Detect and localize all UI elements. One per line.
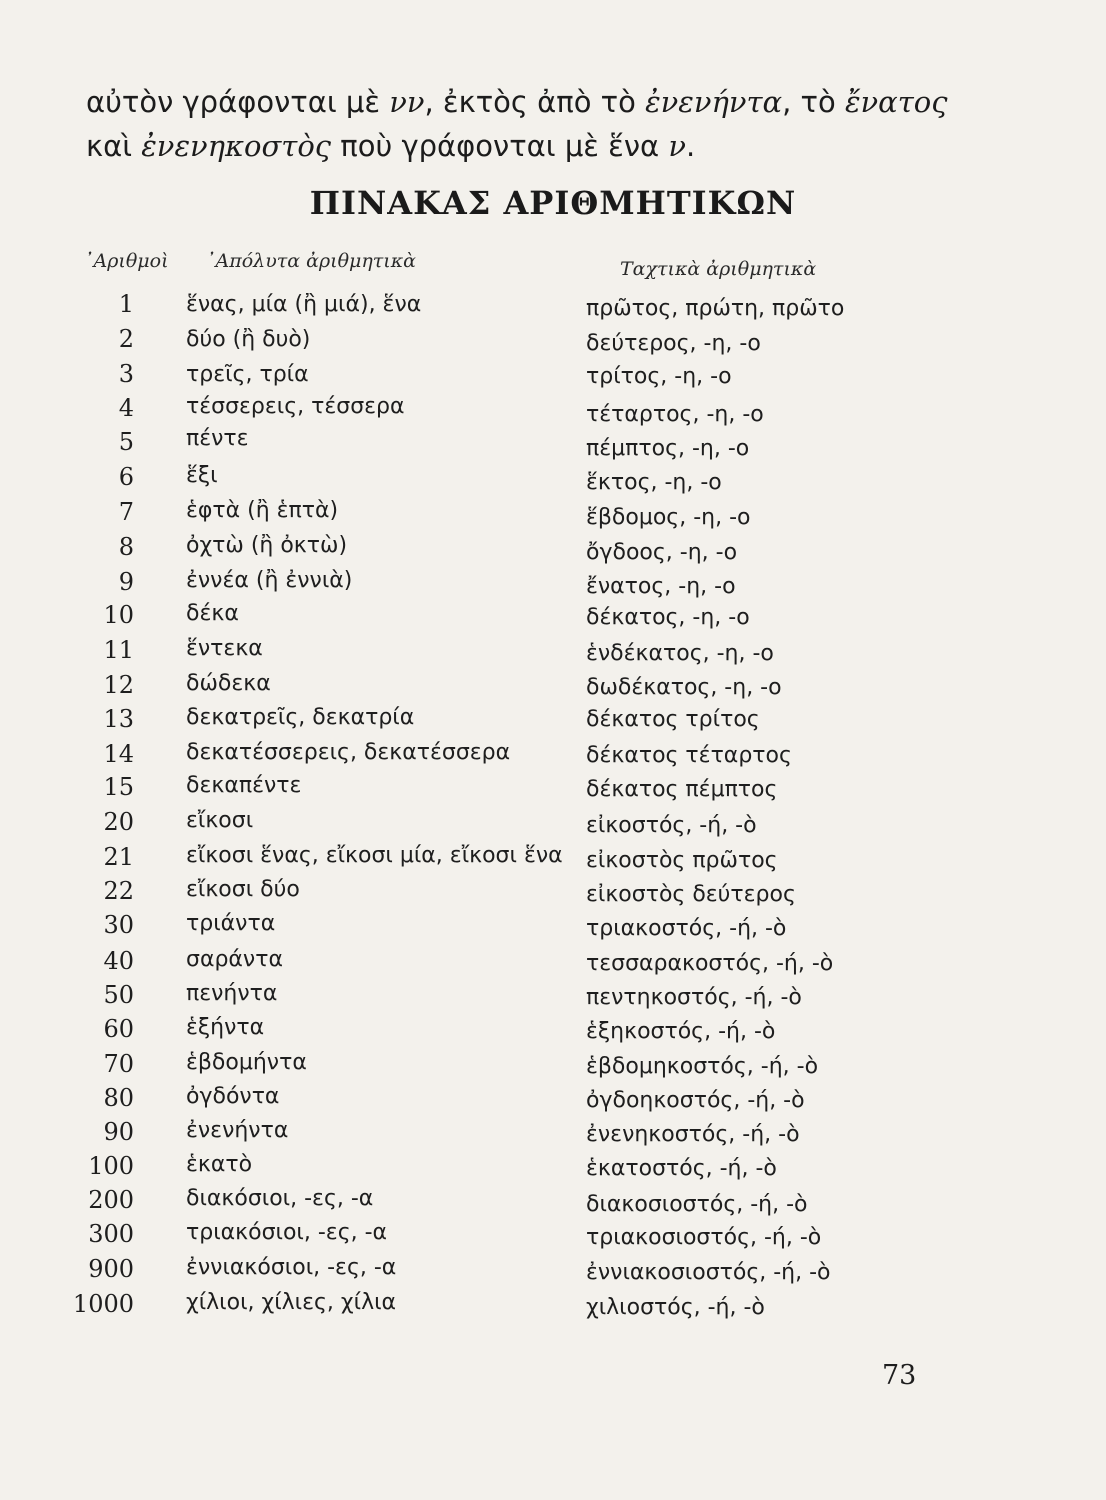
row-cardinal: ἕξι [186, 463, 218, 488]
row-number: 15 [103, 773, 134, 801]
row-ordinal: δωδέκατος, -η, -ο [586, 675, 782, 700]
intro-text: , ἐκτὸς ἀπὸ τὸ [424, 85, 646, 119]
row-cardinal: δεκαπέντε [186, 773, 302, 798]
header-cardinals: ᾿Απόλυτα ἀριθμητικὰ [206, 250, 416, 272]
header-ordinals: Ταχτικὰ ἀριθμητικὰ [620, 258, 817, 280]
intro-text: καὶ [86, 129, 142, 163]
table-title: ΠΙΝΑΚΑΣ ΑΡΙΘΜΗΤΙΚΩΝ [309, 184, 797, 222]
row-ordinal: εἰκοστὸς πρῶτος [586, 848, 778, 873]
row-cardinal: ἑφτὰ (ἢ ἑπτὰ) [186, 498, 339, 523]
row-cardinal: δεκατρεῖς, δεκατρία [186, 705, 415, 730]
intro-text: . [686, 129, 696, 163]
row-cardinal: ἐννιακόσιοι, -ες, -α [186, 1255, 397, 1280]
row-ordinal: τρίτος, -η, -ο [586, 364, 732, 389]
row-cardinal: σαράντα [186, 947, 283, 972]
intro-italic: ν [668, 129, 687, 163]
row-cardinal: πέντε [186, 426, 249, 451]
row-number: 40 [103, 947, 134, 975]
row-number: 1 [118, 290, 134, 318]
row-cardinal: ἕντεκα [186, 636, 263, 661]
row-cardinal: δέκα [186, 601, 239, 626]
row-number: 70 [103, 1050, 134, 1078]
row-number: 14 [103, 740, 134, 768]
row-ordinal: ἑξηκοστός, -ή, -ὸ [586, 1019, 776, 1044]
row-number: 22 [103, 877, 134, 905]
row-cardinal: δώδεκα [186, 671, 271, 696]
row-cardinal: ἑξήντα [186, 1015, 265, 1040]
row-ordinal: δέκατος, -η, -ο [586, 605, 750, 630]
intro-text: ποὺ γράφονται μὲ ἕνα [331, 129, 669, 163]
row-number: 9 [118, 568, 134, 596]
row-ordinal: δέκατος τρίτος [586, 707, 760, 732]
row-cardinal: ὀγδόντα [186, 1084, 280, 1109]
row-ordinal: ἑβδομηκοστός, -ή, -ὸ [586, 1054, 819, 1079]
row-number: 8 [118, 533, 134, 561]
row-ordinal: ὀγδοηκοστός, -ή, -ὸ [586, 1088, 805, 1113]
row-ordinal: πέμπτος, -η, -ο [586, 436, 750, 461]
row-cardinal: τριακόσιοι, -ες, -α [186, 1220, 388, 1245]
intro-text: , τὸ [782, 85, 845, 119]
row-ordinal: τεσσαρακοστός, -ή, -ὸ [586, 951, 834, 976]
row-ordinal: χιλιοστός, -ή, -ὸ [586, 1295, 765, 1320]
row-cardinal: εἴκοσι ἕνας, εἴκοσι μία, εἴκοσι ἕνα [186, 843, 563, 868]
page-number: 73 [882, 1360, 917, 1391]
row-number: 100 [88, 1152, 134, 1180]
row-ordinal: ἔνατος, -η, -ο [586, 574, 736, 599]
row-number: 13 [103, 705, 134, 733]
row-cardinal: δύο (ἢ δυὸ) [186, 327, 311, 352]
row-cardinal: ἐννέα (ἢ ἐννιὰ) [186, 568, 353, 593]
row-cardinal: ὀχτὼ (ἢ ὀκτὼ) [186, 533, 348, 558]
row-number: 80 [103, 1084, 134, 1112]
row-ordinal: ἑκατοστός, -ή, -ὸ [586, 1156, 777, 1181]
row-ordinal: εἰκοστὸς δεύτερος [586, 882, 796, 907]
row-number: 7 [118, 498, 134, 526]
header-numbers: ᾿Αριθμοὶ [84, 250, 169, 272]
row-cardinal: ἑβδομήντα [186, 1050, 307, 1075]
row-ordinal: ἕβδομος, -η, -ο [586, 505, 751, 530]
row-ordinal: δέκατος τέταρτος [586, 743, 792, 768]
row-ordinal: τριακοσιοστός, -ή, -ὸ [586, 1225, 822, 1250]
row-number: 60 [103, 1015, 134, 1043]
row-cardinal: δεκατέσσερεις, δεκατέσσερα [186, 740, 511, 765]
row-number: 200 [88, 1186, 134, 1214]
row-number: 6 [118, 463, 134, 491]
row-number: 1000 [72, 1290, 134, 1318]
row-number: 21 [103, 843, 134, 871]
row-ordinal: ὄγδοος, -η, -ο [586, 540, 738, 565]
row-ordinal: τέταρτος, -η, -ο [586, 402, 764, 427]
row-cardinal: εἴκοσι δύο [186, 877, 300, 902]
row-ordinal: ἐννιακοσιοστός, -ή, -ὸ [586, 1260, 831, 1285]
row-ordinal: ἐνενηκοστός, -ή, -ὸ [586, 1122, 800, 1147]
row-cardinal: ἐνενήντα [186, 1118, 289, 1143]
row-number: 5 [118, 428, 134, 456]
row-number: 10 [103, 601, 134, 629]
row-ordinal: διακοσιοστός, -ή, -ὸ [586, 1192, 808, 1217]
row-number: 300 [88, 1220, 134, 1248]
intro-italic: ἐνενηκοστὸς [141, 129, 332, 163]
row-number: 20 [103, 808, 134, 836]
row-cardinal: τριάντα [186, 911, 276, 936]
row-ordinal: ἕκτος, -η, -ο [586, 470, 722, 495]
row-number: 3 [118, 360, 134, 388]
row-ordinal: ἑνδέκατος, -η, -ο [586, 641, 774, 666]
row-cardinal: χίλιοι, χίλιες, χίλια [186, 1290, 397, 1315]
row-cardinal: εἴκοσι [186, 808, 254, 833]
row-number: 2 [118, 325, 134, 353]
intro-italic: νν [389, 85, 425, 119]
intro-italic: ἔνατος [844, 85, 948, 119]
row-number: 50 [103, 981, 134, 1009]
row-cardinal: ἑκατὸ [186, 1152, 253, 1177]
row-number: 900 [88, 1255, 134, 1283]
intro-text: αὐτὸν γράφονται μὲ [86, 85, 390, 119]
row-cardinal: τρεῖς, τρία [186, 362, 309, 387]
row-number: 30 [103, 911, 134, 939]
row-number: 90 [103, 1118, 134, 1146]
intro-italic: ἐνενήντα [645, 85, 783, 119]
row-cardinal: τέσσερεις, τέσσερα [186, 394, 405, 419]
row-number: 11 [103, 636, 134, 664]
row-ordinal: εἰκοστός, -ή, -ὸ [586, 813, 757, 838]
row-cardinal: πενήντα [186, 981, 278, 1006]
row-cardinal: διακόσιοι, -ες, -α [186, 1186, 374, 1211]
row-ordinal: πρῶτος, πρώτη, πρῶτο [586, 296, 845, 321]
row-number: 4 [118, 394, 134, 422]
row-ordinal: πεντηκοστός, -ή, -ὸ [586, 985, 802, 1010]
row-ordinal: δεύτερος, -η, -ο [586, 331, 761, 356]
row-number: 12 [103, 671, 134, 699]
row-ordinal: δέκατος πέμπτος [586, 777, 778, 802]
row-cardinal: ἕνας, μία (ἢ μιά), ἕνα [186, 292, 422, 317]
row-ordinal: τριακοστός, -ή, -ὸ [586, 916, 787, 941]
